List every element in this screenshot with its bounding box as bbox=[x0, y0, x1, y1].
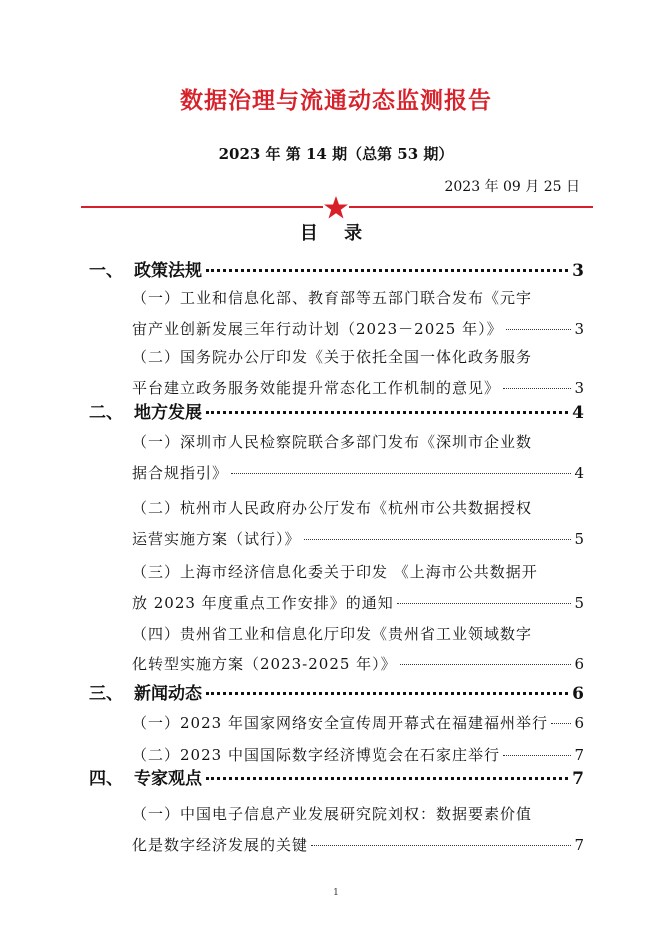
page-number: 1 bbox=[333, 888, 339, 898]
report-title: 数据治理与流通动态监测报告 bbox=[180, 87, 492, 114]
entry-page-number: 3 bbox=[574, 379, 584, 397]
dot-leader bbox=[206, 269, 568, 272]
dot-leader bbox=[503, 388, 571, 389]
toc-entry-1-2-line-2[interactable] bbox=[132, 377, 584, 398]
section-number: 三、 bbox=[89, 684, 123, 704]
toc-entry-2-4-line-2[interactable] bbox=[132, 653, 584, 674]
dot-leader bbox=[551, 723, 572, 724]
dot-leader bbox=[206, 411, 568, 414]
toc-entry-2-4-line-1[interactable] bbox=[132, 623, 584, 644]
entry-text: （二）2023 中国国际数字经济博览会在石家庄举行 bbox=[132, 746, 500, 764]
dot-leader bbox=[506, 329, 572, 330]
toc-entry-2-2-line-2[interactable] bbox=[132, 528, 584, 549]
entry-page-number: 7 bbox=[574, 836, 584, 854]
entry-text: 化转型实施方案（2023-2025 年）》 bbox=[132, 655, 397, 673]
entry-text: 放 2023 年度重点工作安排》的通知 bbox=[132, 594, 394, 612]
toc-entry-3-2-line-1[interactable] bbox=[132, 744, 584, 765]
dot-leader bbox=[206, 777, 568, 780]
entry-text: （一）工业和信息化部、教育部等五部门联合发布《元宇 bbox=[132, 289, 533, 307]
toc-entry-2-1-line-2[interactable] bbox=[132, 462, 584, 483]
toc-entry-2-3-line-2[interactable] bbox=[132, 592, 584, 613]
toc-entry-4-1-line-2[interactable] bbox=[132, 834, 584, 855]
toc-section-3[interactable] bbox=[89, 679, 584, 704]
dot-leader bbox=[304, 539, 572, 540]
entry-page-number: 7 bbox=[574, 746, 584, 764]
toc-entry-1-1-line-1[interactable] bbox=[132, 287, 584, 308]
entry-text: （一）深圳市人民检察院联合多部门发布《深圳市企业数 bbox=[132, 433, 533, 451]
entry-text: （一）中国电子信息产业发展研究院刘权：数据要素价值 bbox=[132, 805, 533, 823]
dot-leader bbox=[311, 845, 571, 846]
entry-text: 平台建立政务服务效能提升常态化工作机制的意见》 bbox=[132, 379, 501, 397]
star-icon bbox=[323, 194, 349, 220]
entry-text: （一）2023 年国家网络安全宣传周开幕式在福建福州举行 bbox=[132, 714, 548, 732]
entry-page-number: 5 bbox=[574, 594, 584, 612]
toc-section-2[interactable] bbox=[89, 398, 584, 423]
toc-entry-1-1-line-2[interactable] bbox=[132, 318, 584, 339]
toc-entry-4-1-line-1[interactable] bbox=[132, 803, 584, 824]
section-page-number: 6 bbox=[572, 684, 584, 704]
entry-text: 化是数字经济发展的关键 bbox=[132, 836, 309, 854]
section-page-number: 4 bbox=[572, 403, 584, 423]
section-page-number: 3 bbox=[572, 261, 584, 281]
section-number: 一、 bbox=[89, 261, 123, 281]
section-page-number: 7 bbox=[572, 769, 584, 789]
section-title: 新闻动态 bbox=[134, 684, 202, 704]
section-number: 四、 bbox=[89, 769, 123, 789]
toc-section-1[interactable] bbox=[89, 256, 584, 281]
dot-leader bbox=[397, 603, 572, 604]
issue-date: 2023 年 09 月 25 日 bbox=[444, 179, 580, 195]
dot-leader bbox=[400, 664, 572, 665]
section-number: 二、 bbox=[89, 403, 123, 423]
entry-text: 宙产业创新发展三年行动计划（2023－2025 年）》 bbox=[132, 320, 503, 338]
toc-entry-2-2-line-1[interactable] bbox=[132, 497, 584, 518]
toc-entry-2-3-line-1[interactable] bbox=[132, 561, 584, 582]
issue-number: 2023 年 第 14 期（总第 53 期） bbox=[218, 145, 454, 163]
section-title: 专家观点 bbox=[134, 769, 202, 789]
toc-entry-1-2-line-1[interactable] bbox=[132, 346, 584, 367]
entry-text: （二）杭州市人民政府办公厅发布《杭州市公共数据授权 bbox=[132, 499, 533, 517]
entry-text: 运营实施方案（试行）》 bbox=[132, 530, 301, 548]
section-title: 地方发展 bbox=[134, 403, 202, 423]
entry-page-number: 3 bbox=[574, 320, 584, 338]
toc-section-4[interactable] bbox=[89, 764, 584, 789]
entry-page-number: 5 bbox=[574, 530, 584, 548]
entry-text: （二）国务院办公厅印发《关于依托全国一体化政务服务 bbox=[132, 348, 533, 366]
dot-leader bbox=[231, 473, 571, 474]
section-title: 政策法规 bbox=[134, 261, 202, 281]
entry-text: （四）贵州省工业和信息化厅印发《贵州省工业领域数字 bbox=[132, 625, 533, 643]
toc-entry-3-1-line-1[interactable] bbox=[132, 712, 584, 733]
entry-page-number: 6 bbox=[574, 655, 584, 673]
dot-leader bbox=[206, 692, 568, 695]
entry-text: 据合规指引》 bbox=[132, 464, 229, 482]
entry-text: （三）上海市经济信息化委关于印发 《上海市公共数据开 bbox=[132, 563, 538, 581]
entry-page-number: 6 bbox=[574, 714, 584, 732]
dot-leader bbox=[503, 755, 572, 756]
toc-heading: 目 录 bbox=[299, 223, 373, 244]
toc-entry-2-1-line-1[interactable] bbox=[132, 431, 584, 452]
entry-page-number: 4 bbox=[574, 464, 584, 482]
